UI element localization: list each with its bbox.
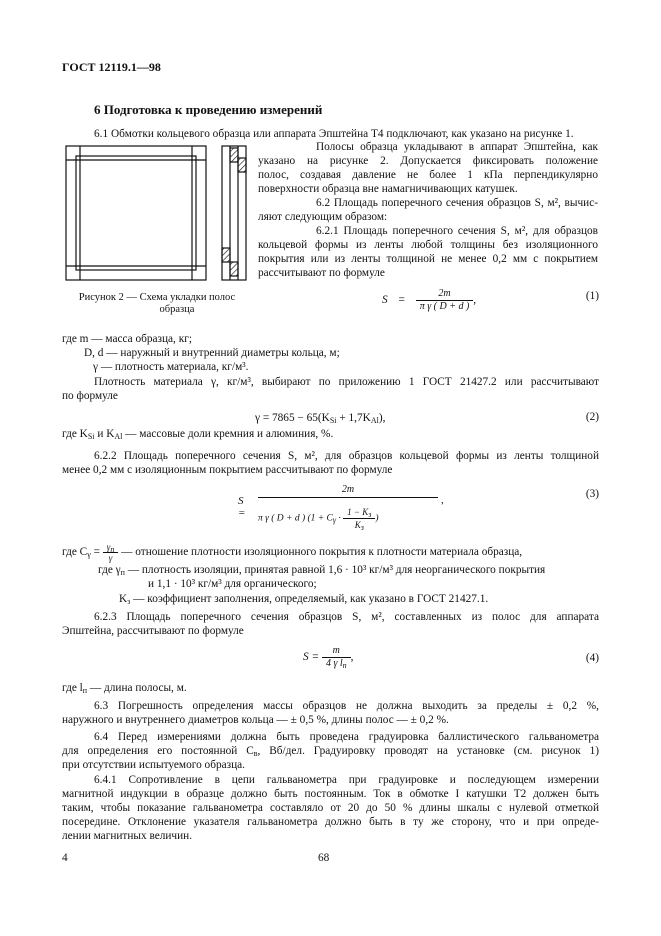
eq3-inner-den-sub: з [360, 523, 364, 532]
where4 [62, 681, 187, 695]
eq1-numerator: 2m [416, 288, 474, 301]
where1-line3: γ — плотность материала, кг/м³. [93, 361, 249, 373]
where3-cg-eq: = [90, 546, 103, 559]
section-title: 6 Подготовка к проведению измерений [94, 102, 323, 117]
eq1-number: (1) [585, 290, 599, 302]
where3-cg [62, 542, 522, 563]
where4-b: — длина полосы, м. [87, 682, 187, 694]
equation-4 [303, 645, 353, 670]
strips-text-2: указано на рисунке 2. Допускается фиксировать положение [258, 155, 598, 167]
where3-kz [119, 592, 488, 606]
where3-kz-text: — коэффициент заполнения, определяемый, как указано в ГОСТ 21427.1. [130, 593, 489, 605]
where3-cg-sub: γ [87, 550, 91, 560]
figure-2-diagram [62, 144, 252, 284]
paragraph-6-2-3-line2: Эпштейна, рассчитывают по формуле [62, 625, 244, 637]
page-number-left: 4 [62, 852, 68, 864]
where3-cg-fraction [103, 542, 119, 563]
figure-caption-cont: образца [159, 304, 195, 315]
eq3-comma: , [441, 494, 444, 506]
where3-gp-line2: и 1,1 · 10³ кг/м³ для органического; [148, 578, 317, 590]
paragraph-6-4-1-line5: лении магнитных величин. [62, 830, 193, 842]
paragraph-6-4-line1: 6.4 Перед измерениями должна быть проведена градуировка баллистического гальванометра [94, 731, 599, 743]
paragraph-6-4-1-line3: таким, чтобы показание гальванометра составляло от 20 до 50 % длины шкалы с нулевой отметкой [62, 802, 599, 814]
eq2-part1: γ = 7865 − 65(K [255, 412, 330, 424]
paragraph-6-2-1-line2: кольцевой формы из ленты любой толщины без изоляционного [258, 239, 598, 251]
where2-c: — массовые доли кремния и алюминия, %. [122, 428, 334, 440]
paragraph-6-4-line3: при отсутствии испытуемого образца. [62, 759, 245, 771]
eq3-den-b: · [336, 513, 344, 524]
where4-sub: п [82, 686, 88, 695]
paragraph-6-4-1-line2: магнитной индукции в образце должно быть постоянным. Ток в обмотке I катушки T2 должен быть [62, 788, 599, 800]
where3-cg-den: γ [108, 553, 113, 563]
eq2-sub-si: Si [329, 416, 337, 425]
where2-sub-al: Al [114, 432, 123, 441]
where2-sub-si: Si [87, 432, 95, 441]
strip-stack-side-view [222, 146, 246, 280]
eq4-numerator: m [322, 645, 351, 658]
eq4-fraction [322, 645, 351, 670]
eq3-inner-sub: з [368, 510, 372, 519]
eq3-denominator [258, 506, 379, 531]
where3-gp [98, 563, 545, 577]
strips-text-4: поверхности образца вне намагничивающих катушек. [258, 183, 518, 195]
where1-line1: где m — масса образца, кг; [62, 333, 192, 345]
eq3-inner-den: K [354, 520, 361, 530]
equation-2 [255, 411, 385, 425]
eq3-inner-num: 1 − K [347, 507, 369, 517]
paragraph-6-4-line2 [62, 744, 599, 758]
paragraph-6-3-line1: 6.3 Погрешность определения массы образцов не должна выходить за пределы ± 0,2 %, [94, 700, 599, 712]
where2 [62, 427, 333, 441]
eq3-den-sub: γ [332, 515, 337, 525]
paragraph-6-2-line1: 6.2 Площадь поперечного сечения образцов S, м², вычис- [316, 197, 598, 209]
figure-caption: Рисунок 2 — Схема укладки полос [78, 292, 236, 303]
where3-cg-text: — отношение плотности изоляционного покрытия к плотности материала образца, [118, 546, 523, 559]
where2-a: где K [62, 428, 88, 440]
paragraph-6-2-3-line1: 6.2.3 Площадь поперечного сечения образцов S, м², составленных из полос для аппарата [94, 611, 599, 623]
paragraph-6-1: 6.1 Обмотки кольцевого образца или аппарата Эпштейна T4 подключают, как указано на рисунке 1. [94, 128, 574, 140]
eq1-equals: = [398, 294, 405, 307]
eq2-number: (2) [585, 411, 599, 423]
eq3-numerator: 2m [341, 484, 355, 495]
density-line1: Плотность материала γ, кг/м³, выбирают по приложению 1 ГОСТ 21427.2 или рассчитывают [94, 376, 599, 388]
where3-cg-num-sub: п [110, 545, 115, 554]
p64-part-a: для определения его постоянной C [62, 745, 254, 757]
strips-text-3: полос, создавая давление не более 1 кПа перпендикулярно [258, 169, 598, 181]
p64-part-b: , Вб/дел. Градуировку проводят на установке (см. рисунок 1) [257, 745, 600, 757]
epstein-square-frame [66, 146, 206, 280]
eq1-fraction [416, 288, 477, 313]
paragraph-6-4-1-line1: 6.4.1 Сопротивление в цепи гальванометра при градуировке и последующем измерении [94, 774, 599, 786]
equation-1 [382, 288, 476, 313]
eq3-inner-fraction [343, 506, 375, 531]
paragraph-6-2-1-line4: рассчитывают по формуле [258, 267, 385, 279]
eq4-den-sub: п [342, 661, 347, 670]
eq2-part3: ), [378, 412, 386, 424]
density-line2: по формуле [62, 390, 118, 402]
paragraph-6-3-line2: наружного и внутреннего диаметров кольца — ± 0,5 %, длины полос — ± 0,2 %. [62, 714, 449, 726]
eq1-comma: , [473, 294, 477, 307]
paragraph-6-2-line2: ляют следующим образом: [258, 211, 388, 223]
eq1-denominator: π γ ( D + d ) [419, 301, 470, 312]
eq4-denominator: 4 γ l [325, 658, 343, 669]
where3-gp-sub: п [120, 568, 125, 577]
where1-line2: D, d — наружный и внутренний диаметры кольца, м; [84, 347, 340, 359]
where4-a: где l [62, 682, 83, 694]
eq2-part2: + 1,7K [336, 412, 371, 424]
eq3-den-c: ) [375, 513, 379, 524]
paragraph-6-2-1-line3: покрытия или из ленты толщиной не менее 0,2 мм с покрытием [258, 253, 598, 265]
where3-kz-a: K [119, 593, 128, 605]
paragraph-6-2-1-line1: 6.2.1 Площадь поперечного сечения S, м², для образцов [316, 225, 598, 237]
eq3-den-a: π γ ( D + d ) (1 + C [258, 513, 333, 524]
strips-text-1: Полосы образца укладывают в аппарат Эпштейна, как [316, 141, 598, 153]
where3-cg-a: где C [62, 546, 88, 559]
eq1-lhs: S [382, 294, 388, 307]
eq3-fraction-bar [258, 497, 438, 498]
eq4-comma: , [350, 651, 354, 664]
page-number-center: 68 [318, 852, 330, 864]
where3-cg-num: γ [106, 542, 111, 552]
eq2-sub-al: Al [370, 416, 379, 425]
document-header: ГОСТ 12119.1—98 [62, 60, 161, 74]
paragraph-6-2-2-line2: менее 0,2 мм с изоляционным покрытием рассчитывают по формуле [62, 464, 393, 476]
where2-b: и K [94, 428, 115, 440]
where3-kz-sub: з [127, 597, 131, 606]
where3-gp-text: — плотность изоляции, принятая равной 1,6 · 10³ кг/м³ для неорганического покрытия [124, 564, 546, 576]
where3-gp-a: где γ [98, 564, 121, 576]
p64-sub-v: в [253, 749, 258, 758]
eq4-lhs: S = [303, 651, 320, 664]
paragraph-6-2-2-line1: 6.2.2 Площадь поперечного сечения S, м², для образцов кольцевой формы из ленты толщиной [94, 450, 599, 462]
eq4-number: (4) [585, 652, 599, 664]
eq3-lhs: S = [238, 495, 246, 519]
paragraph-6-4-1-line4: посередине. Отклонение указателя гальванометра должно быть в ту же сторону, что и при опреде- [62, 816, 599, 828]
eq3-number: (3) [585, 488, 599, 500]
